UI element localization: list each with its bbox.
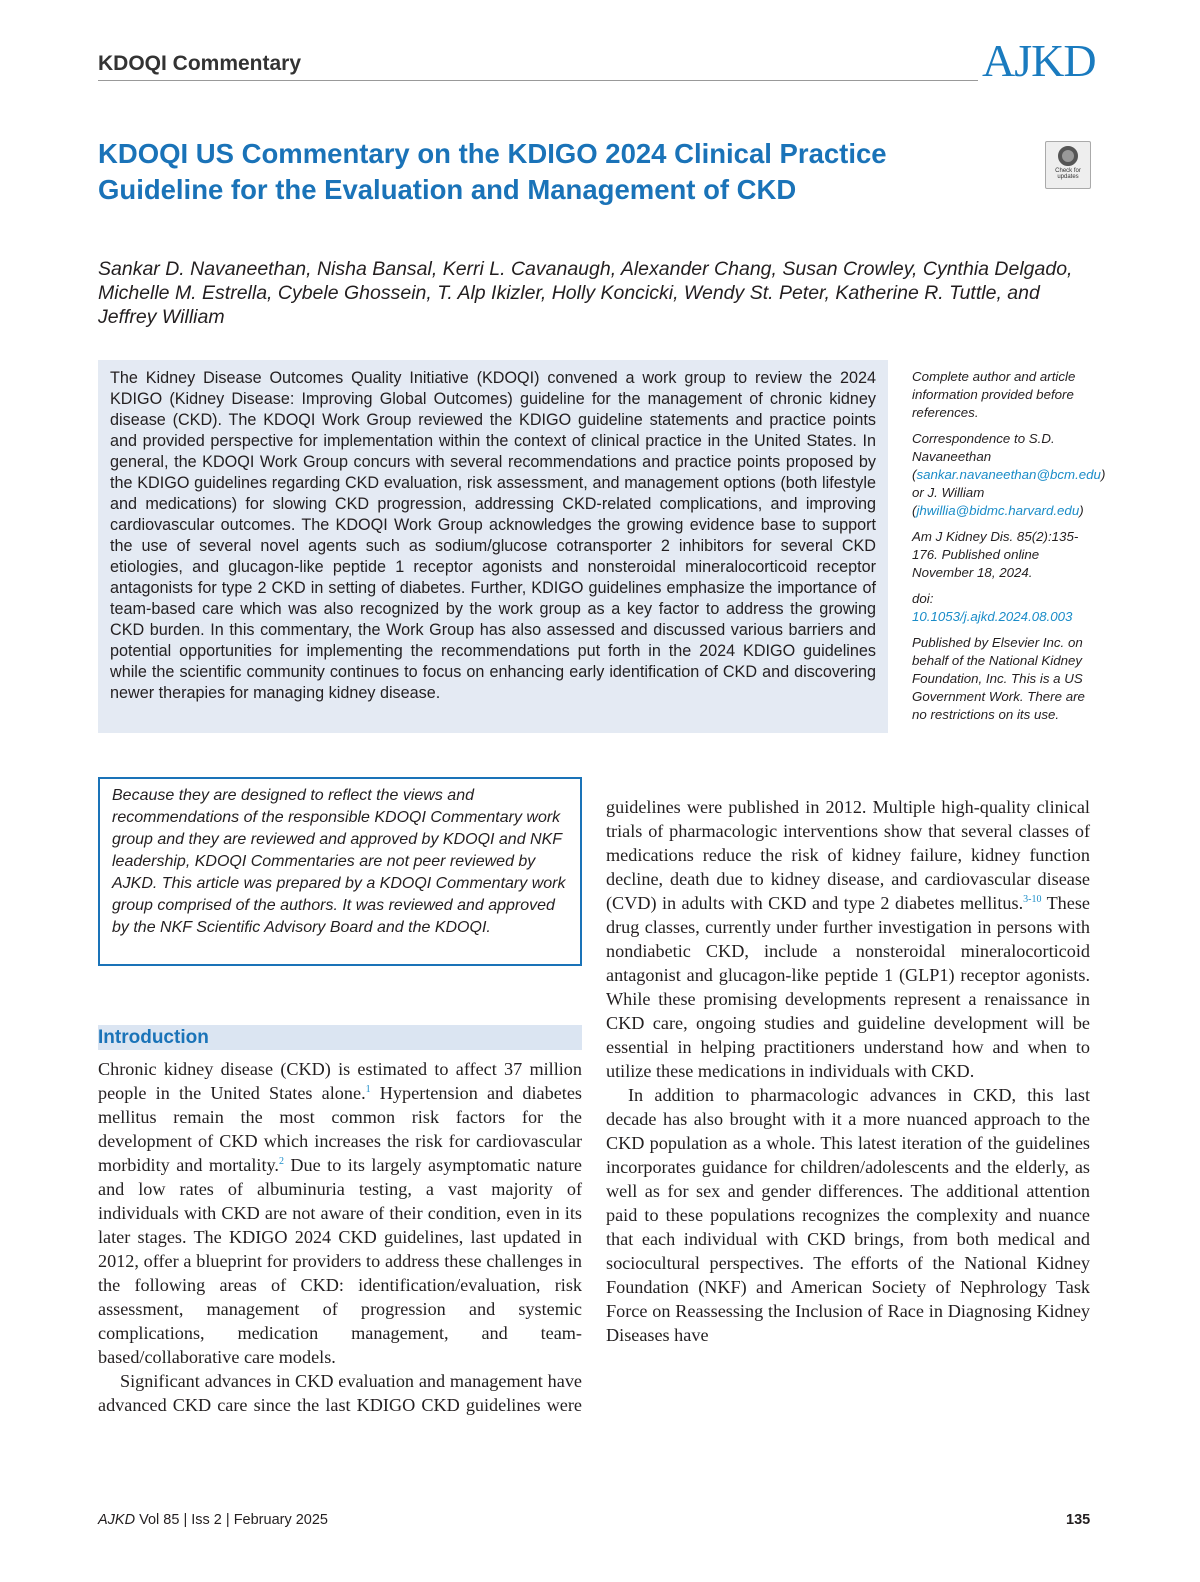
journal-logo: AJKD xyxy=(982,35,1096,86)
author-info-note: Complete author and article information provided before references. xyxy=(912,369,1076,420)
footer-citation xyxy=(98,1512,328,1528)
abstract: The Kidney Disease Outcomes Quality Initiative (KDOQI) convened a work group to review the 2024 KDIGO (Kidney Disease: Improving Global Outcomes) guideline for the management of chronic kidney disease (CKD). The KDOQI Work Group reviewed the KDIGO guideline statements and practice points and provided perspective for implementation within the context of clinical practice in the United States. In general, the KDOQI Work Group concurs with several recommendations and practice points proposed by the KDIGO guidelines regarding CKD evaluation, risk assessment, and management options (both lifestyle and medications) for slowing CKD progression, addressing CKD-related complications, and improving cardiovascular outcomes. The KDOQI Work Group acknowledges the growing evidence base to support the use of several novel agents such as sodium/glucose cotransporter 2 inhibitors for several CKD etiologies, and glucagon-like peptide 1 receptor agonists and nonsteroidal mineralocorticoid receptor antagonists for type 2 CKD in setting of diabetes. Further, KDIGO guidelines emphasize the importance of team-based care which was also recognized by the work group as a key factor to address the growing CKD burden. In this commentary, the Work Group has also assessed and discussed various barriers and potential opportunities for implementing the recommendations put forth in the 2024 KDIGO guidelines while the scientific community continues to focus on enhancing early identification of CKD and discovering newer therapies for managing kidney disease. xyxy=(98,360,888,733)
page-number: 135 xyxy=(1066,1512,1091,1528)
author-list: Sankar D. Navaneethan, Nisha Bansal, Kerri L. Cavanaugh, Alexander Chang, Susan Crowley, Cynthia Delgado, Michelle M. Estrella, Cybele Ghossein, T. Alp Ikizler, Holly Koncicki, Wendy St. Peter, Katherine R. Tuttle, and Jeffrey William xyxy=(98,258,1073,328)
text: Due to its largely asymptomatic nature and low rates of albuminuria testing, a vast majority of individuals with CKD are not aware of their condition, even in its later stages. The KDIGO 2024 CKD guidelines, last updated in 2012, offer a blueprint for providers to address these challenges in the following areas of CKD: identification/evaluation, risk assessment, management of progression and systemic complications, medication management, and team-based/collaborative care models. xyxy=(98,1155,582,1367)
reference-link[interactable]: 2 xyxy=(278,1155,284,1167)
paragraph: In addition to pharmacologic advances in CKD, this last decade has also brought with it a more nuanced approach to the CKD population as a whole. This latest iteration of the guidelines incorporates guidance for children/adolescents and the elderly, as well as for sex and gender differences. The additional attention paid to these populations recognizes the complexity and nuance that each individual with CKD brings, from both medical and sociocultural perspectives. The efforts of the National Kidney Foundation (NKF) and American Society of Nephrology Task Force on Reassessing the Inclusion of Race in Diagnosing Kidney Diseases have xyxy=(606,1085,1090,1345)
footer-issue: Vol 85 | Iss 2 | February 2025 xyxy=(135,1512,328,1528)
email-link-navaneethan[interactable]: sankar.navaneethan@bcm.edu xyxy=(916,467,1101,482)
license-note: Published by Elsevier Inc. on behalf of the National Kidney Foundation, Inc. This is a US Government Work. There are no restrictions on its use. xyxy=(912,635,1085,722)
doi-link[interactable]: 10.1053/j.ajkd.2024.08.003 xyxy=(912,609,1073,624)
text: Chronic kidney disease (CKD) is estimated to affect 37 million people in the United States alone. xyxy=(98,1059,582,1103)
email-link-william[interactable]: jhwillia@bidmc.harvard.edu xyxy=(916,503,1080,518)
paragraph-continued xyxy=(606,795,1090,1083)
correspondence xyxy=(912,430,1106,520)
text: Hypertension and diabetes mellitus remain the most common risk factors for the development of CKD which increases the risk for cardiovascular morbidity and mortality. xyxy=(98,1083,582,1175)
reference-link[interactable]: 1 xyxy=(365,1083,371,1095)
reference-link[interactable]: 3-10 xyxy=(1023,893,1042,905)
paragraph xyxy=(98,1369,582,1417)
corr-text: ) or J. William ( xyxy=(912,467,1106,518)
footer-journal: AJKD xyxy=(98,1512,136,1528)
peer-review-note-box: Because they are designed to reflect the views and recommendations of the responsible KDOQI Commentary work group and they are reviewed and approved by KDOQI and NKF leadership, KDOQI Commentaries are not peer reviewed by AJKD. This article was prepared by a KDOQI Commentary work group comprised of the authors. It was reviewed and approved by the NKF Scientific Advisory Board and the KDOQI. xyxy=(98,777,582,966)
body-column-right xyxy=(606,795,1090,1347)
paragraph xyxy=(98,1057,582,1369)
doi-label: doi: xyxy=(912,591,934,606)
check-for-updates-button[interactable] xyxy=(1045,141,1091,189)
text: Significant advances in CKD evaluation and management have advanced CKD care since the last KDIGO CKD guidelines were xyxy=(98,1371,582,1415)
check-updates-label: Check for updates xyxy=(1055,168,1081,180)
corr-text: ) xyxy=(1079,503,1084,518)
article-info-sidebar xyxy=(912,368,1106,732)
header-divider xyxy=(98,80,978,81)
check-updates-icon xyxy=(1058,146,1078,166)
doi xyxy=(912,590,1096,626)
corr-text: Correspondence to S.D. Navaneethan ( xyxy=(912,431,1055,482)
text: These drug classes, currently under further investigation in persons with nondiabetic CKD, include a nonsteroidal mineralocorticoid antagonist and glucagon-like peptide 1 (GLP1) receptor agonists. While these promising developments represent a renaissance in CKD care, ongoing studies and guideline development will be essential in helping practitioners understand how and when to utilize these medications in individuals with CKD. xyxy=(606,893,1090,1081)
citation: Am J Kidney Dis. 85(2):135-176. Published online November 18, 2024. xyxy=(912,529,1079,580)
article-title: KDOQI US Commentary on the KDIGO 2024 Clinical Practice Guideline for the Evaluation and Management of CKD xyxy=(98,138,887,205)
section-label: KDOQI Commentary xyxy=(98,52,302,75)
text: guidelines were published in 2012. Multiple high-quality clinical trials of pharmacologic interventions show that several classes of medications reduce the risk of kidney failure, kidney function decline, death due to kidney disease, and cardiovascular disease (CVD) in adults with CKD and type 2 diabetes mellitus. xyxy=(606,797,1090,913)
section-heading-introduction: Introduction xyxy=(98,1025,582,1050)
body-column-left xyxy=(98,1057,582,1417)
